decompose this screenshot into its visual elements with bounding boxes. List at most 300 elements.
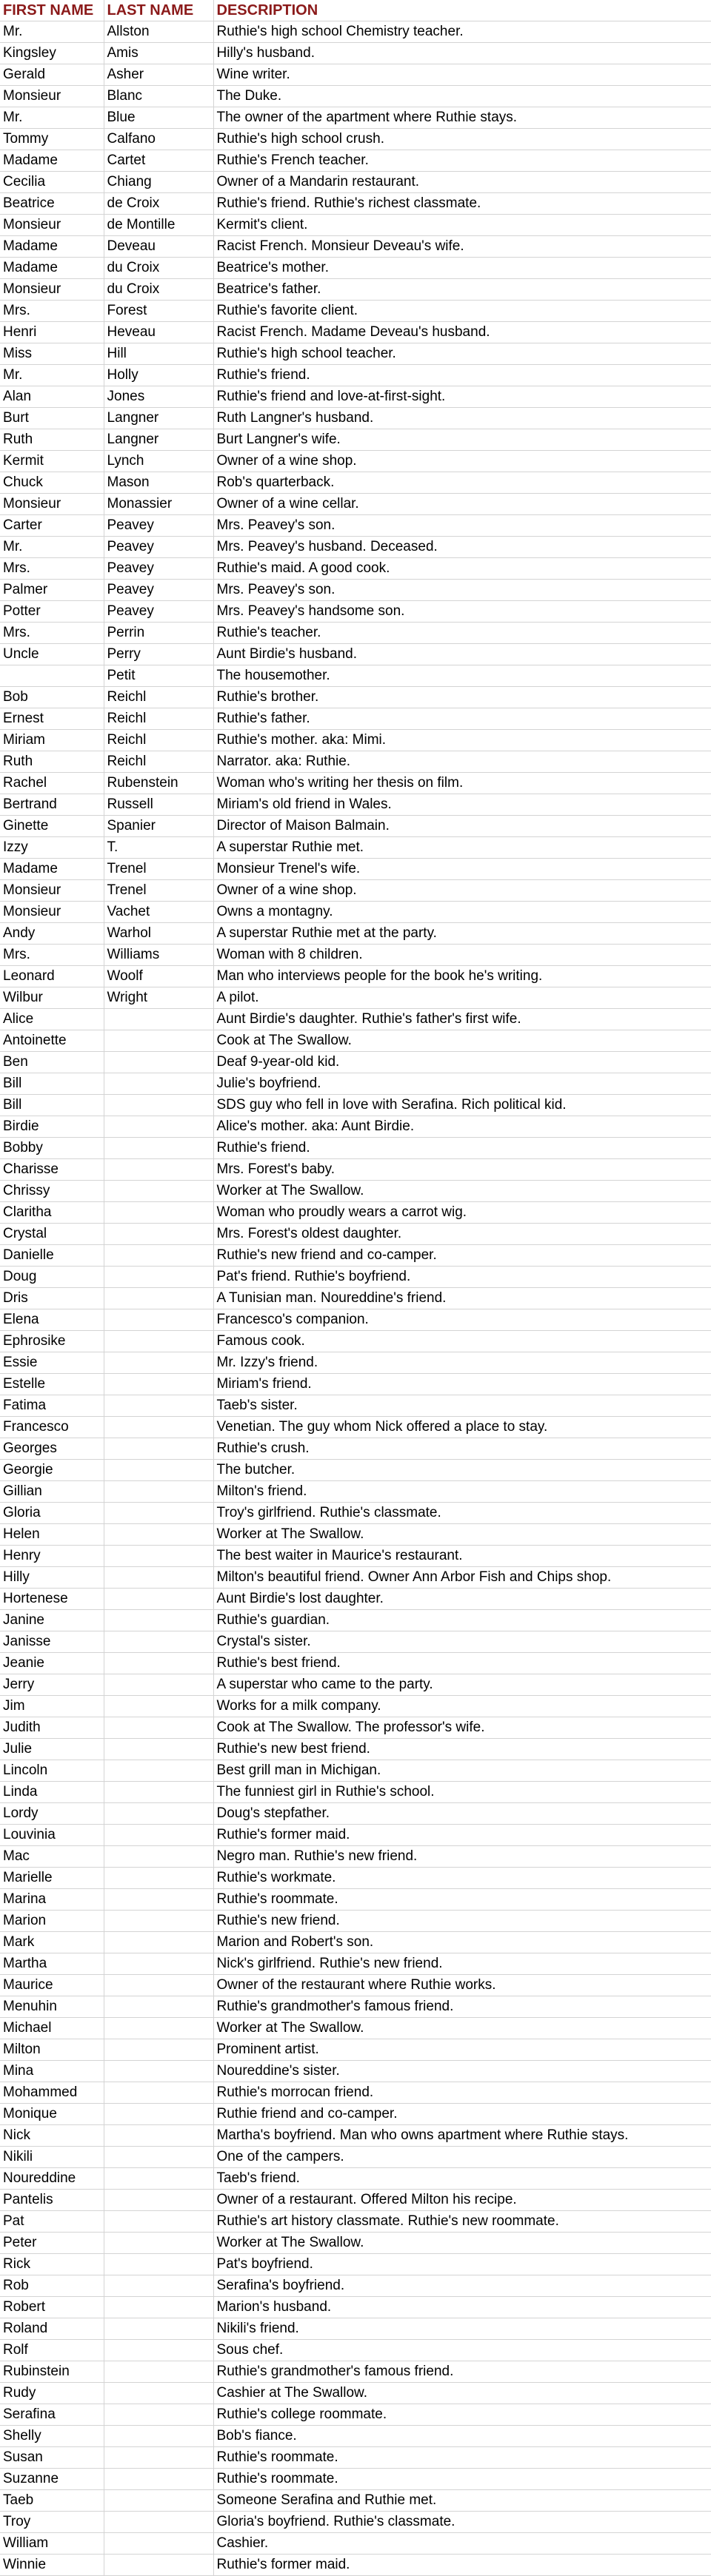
header-row — [0, 0, 711, 21]
description-cell: Worker at The Swallow. — [213, 1524, 711, 1546]
description-cell: Ruthie's college roommate. — [213, 2404, 711, 2426]
table-row — [0, 2275, 711, 2297]
last-name-cell — [104, 1438, 213, 1460]
description-cell: Famous cook. — [213, 1331, 711, 1352]
table-row — [0, 21, 711, 43]
last-name-cell — [104, 1288, 213, 1309]
description-cell: Woman with 8 children. — [213, 945, 711, 966]
last-name-cell: Petit — [104, 665, 213, 687]
description-cell: Someone Serafina and Ruthie met. — [213, 2490, 711, 2512]
description-cell: Ruthie's art history classmate. Ruthie's new roommate. — [213, 2211, 711, 2233]
first-name-cell: Ernest — [0, 708, 104, 730]
last-name-cell — [104, 1202, 213, 1224]
table-row — [0, 1095, 711, 1116]
description-cell: Ruthie's mother. aka: Mimi. — [213, 730, 711, 751]
first-name-cell: Mr. — [0, 537, 104, 558]
last-name-cell: Reichl — [104, 751, 213, 773]
last-name-cell: Perry — [104, 644, 213, 665]
first-name-cell: Miriam — [0, 730, 104, 751]
first-name-cell: Rick — [0, 2254, 104, 2275]
last-name-cell — [104, 1932, 213, 1953]
table-row — [0, 1803, 711, 1825]
last-name-cell: de Croix — [104, 193, 213, 215]
description-cell: The housemother. — [213, 665, 711, 687]
table-row — [0, 1138, 711, 1159]
description-cell: Ruthie's maid. A good cook. — [213, 558, 711, 580]
first-name-cell: Rob — [0, 2275, 104, 2297]
description-cell: A pilot. — [213, 987, 711, 1009]
last-name-cell — [104, 1889, 213, 1911]
description-cell: Owner of a wine cellar. — [213, 494, 711, 515]
last-name-cell — [104, 1674, 213, 1696]
table-row — [0, 880, 711, 902]
last-name-cell — [104, 2254, 213, 2275]
first-name-cell: Nikili — [0, 2147, 104, 2168]
table-row — [0, 665, 711, 687]
first-name-cell: Gloria — [0, 1503, 104, 1524]
description-cell: Sous chef. — [213, 2340, 711, 2361]
table-row — [0, 1760, 711, 1782]
first-name-cell: Monsieur — [0, 494, 104, 515]
table-row — [0, 1567, 711, 1589]
last-name-cell — [104, 1481, 213, 1503]
first-name-cell: Wilbur — [0, 987, 104, 1009]
table-row — [0, 1739, 711, 1760]
last-name-cell: Perrin — [104, 623, 213, 644]
last-name-cell: Calfano — [104, 129, 213, 150]
table-row — [0, 1546, 711, 1567]
description-cell: Ruthie's crush. — [213, 1438, 711, 1460]
description-cell: Racist French. Monsieur Deveau's wife. — [213, 236, 711, 258]
table-row — [0, 1395, 711, 1417]
header-description: DESCRIPTION — [213, 0, 711, 21]
last-name-cell — [104, 1782, 213, 1803]
first-name-cell: Peter — [0, 2233, 104, 2254]
last-name-cell — [104, 1309, 213, 1331]
table-row — [0, 129, 711, 150]
description-cell: Ruthie's high school teacher. — [213, 343, 711, 365]
first-name-cell: Estelle — [0, 1374, 104, 1395]
description-cell: A superstar who came to the party. — [213, 1674, 711, 1696]
description-cell: Man who interviews people for the book he's writing. — [213, 966, 711, 987]
last-name-cell — [104, 1610, 213, 1631]
table-row — [0, 301, 711, 322]
table-row — [0, 86, 711, 107]
table-row — [0, 2555, 711, 2576]
description-cell: Ruth Langner's husband. — [213, 408, 711, 429]
description-cell: Ruthie's new friend. — [213, 1911, 711, 1932]
first-name-cell: Mrs. — [0, 301, 104, 322]
last-name-cell — [104, 2211, 213, 2233]
description-cell: Marion's husband. — [213, 2297, 711, 2318]
description-cell: Francesco's companion. — [213, 1309, 711, 1331]
description-cell: Owner of a wine shop. — [213, 880, 711, 902]
first-name-cell: Jeanie — [0, 1653, 104, 1674]
description-cell: Ruthie friend and co-camper. — [213, 2104, 711, 2125]
table-row — [0, 2361, 711, 2383]
description-cell: Alice's mother. aka: Aunt Birdie. — [213, 1116, 711, 1138]
description-cell: Mrs. Peavey's son. — [213, 580, 711, 601]
description-cell: Ruthie's new friend and co-camper. — [213, 1245, 711, 1267]
first-name-cell: Lordy — [0, 1803, 104, 1825]
table-row — [0, 1825, 711, 1846]
last-name-cell: Trenel — [104, 859, 213, 880]
first-name-cell: Bill — [0, 1073, 104, 1095]
first-name-cell: Milton — [0, 2039, 104, 2061]
table-row — [0, 1374, 711, 1395]
table-row — [0, 1911, 711, 1932]
table-body — [0, 21, 711, 2576]
first-name-cell: Suzanne — [0, 2469, 104, 2490]
last-name-cell: Cartet — [104, 150, 213, 172]
table-row — [0, 515, 711, 537]
description-cell: Ruthie's high school crush. — [213, 129, 711, 150]
last-name-cell — [104, 2147, 213, 2168]
first-name-cell: Crystal — [0, 1224, 104, 1245]
first-name-cell: Francesco — [0, 1417, 104, 1438]
table-row — [0, 1288, 711, 1309]
last-name-cell: Warhol — [104, 923, 213, 945]
last-name-cell — [104, 1331, 213, 1352]
table-row — [0, 1996, 711, 2018]
first-name-cell: Judith — [0, 1717, 104, 1739]
description-cell: Nikili's friend. — [213, 2318, 711, 2340]
table-row — [0, 107, 711, 129]
description-cell: Ruthie's friend. Ruthie's richest classmate. — [213, 193, 711, 215]
description-cell: Marion and Robert's son. — [213, 1932, 711, 1953]
first-name-cell: Kermit — [0, 451, 104, 472]
table-row — [0, 2039, 711, 2061]
first-name-cell: Mohammed — [0, 2082, 104, 2104]
description-cell: Aunt Birdie's husband. — [213, 644, 711, 665]
last-name-cell — [104, 1653, 213, 1674]
first-name-cell: Fatima — [0, 1395, 104, 1417]
table-row — [0, 1696, 711, 1717]
last-name-cell — [104, 1911, 213, 1932]
first-name-cell: Henri — [0, 322, 104, 343]
first-name-cell: Monsieur — [0, 86, 104, 107]
table-row — [0, 2469, 711, 2490]
table-row — [0, 1953, 711, 1975]
table-row — [0, 859, 711, 880]
table-row — [0, 1030, 711, 1052]
last-name-cell — [104, 1739, 213, 1760]
description-cell: Julie's boyfriend. — [213, 1073, 711, 1095]
table-row — [0, 2297, 711, 2318]
first-name-cell: Mark — [0, 1932, 104, 1953]
table-row — [0, 43, 711, 64]
last-name-cell — [104, 1503, 213, 1524]
last-name-cell: Reichl — [104, 708, 213, 730]
first-name-cell: Serafina — [0, 2404, 104, 2426]
last-name-cell — [104, 2061, 213, 2082]
table-row — [0, 1481, 711, 1503]
description-cell: Rob's quarterback. — [213, 472, 711, 494]
table-row — [0, 386, 711, 408]
description-cell: Crystal's sister. — [213, 1631, 711, 1653]
description-cell: Worker at The Swallow. — [213, 2018, 711, 2039]
table-row — [0, 537, 711, 558]
last-name-cell — [104, 1996, 213, 2018]
last-name-cell: T. — [104, 837, 213, 859]
table-row — [0, 1202, 711, 1224]
table-row — [0, 1782, 711, 1803]
first-name-cell: Maurice — [0, 1975, 104, 1996]
description-cell: The owner of the apartment where Ruthie stays. — [213, 107, 711, 129]
first-name-cell: Kingsley — [0, 43, 104, 64]
first-name-cell: Rubinstein — [0, 2361, 104, 2383]
first-name-cell: Monsieur — [0, 880, 104, 902]
last-name-cell — [104, 1116, 213, 1138]
description-cell: Ruthie's brother. — [213, 687, 711, 708]
first-name-cell: Essie — [0, 1352, 104, 1374]
first-name-cell: Monsieur — [0, 902, 104, 923]
header-first-name: FIRST NAME — [0, 0, 104, 21]
table-row — [0, 150, 711, 172]
table-row — [0, 1846, 711, 1868]
last-name-cell: du Croix — [104, 279, 213, 301]
description-cell: Deaf 9-year-old kid. — [213, 1052, 711, 1073]
first-name-cell: Cecilia — [0, 172, 104, 193]
description-cell: Owner of a Mandarin restaurant. — [213, 172, 711, 193]
description-cell: The Duke. — [213, 86, 711, 107]
table-row — [0, 2147, 711, 2168]
description-cell: Owns a montagny. — [213, 902, 711, 923]
table-row — [0, 644, 711, 665]
last-name-cell — [104, 1159, 213, 1181]
last-name-cell: Allston — [104, 21, 213, 43]
last-name-cell: Langner — [104, 408, 213, 429]
first-name-cell: Rachel — [0, 773, 104, 794]
table-row — [0, 2447, 711, 2469]
first-name-cell: Lincoln — [0, 1760, 104, 1782]
table-row — [0, 708, 711, 730]
table-row — [0, 451, 711, 472]
description-cell: Ruthie's new best friend. — [213, 1739, 711, 1760]
table-row — [0, 2426, 711, 2447]
first-name-cell: Mr. — [0, 107, 104, 129]
first-name-cell: Jim — [0, 1696, 104, 1717]
last-name-cell — [104, 2469, 213, 2490]
first-name-cell: William — [0, 2533, 104, 2555]
table-row — [0, 1267, 711, 1288]
table-row — [0, 623, 711, 644]
first-name-cell: Izzy — [0, 837, 104, 859]
table-row — [0, 429, 711, 451]
last-name-cell — [104, 1868, 213, 1889]
description-cell: Ruthie's roommate. — [213, 2447, 711, 2469]
first-name-cell: Susan — [0, 2447, 104, 2469]
first-name-cell: Mac — [0, 1846, 104, 1868]
last-name-cell — [104, 1052, 213, 1073]
table-row — [0, 2404, 711, 2426]
description-cell: Miriam's friend. — [213, 1374, 711, 1395]
description-cell: Mr. Izzy's friend. — [213, 1352, 711, 1374]
description-cell: Milton's friend. — [213, 1481, 711, 1503]
last-name-cell — [104, 1803, 213, 1825]
first-name-cell: Janisse — [0, 1631, 104, 1653]
table-row — [0, 730, 711, 751]
table-row — [0, 365, 711, 386]
table-row — [0, 1438, 711, 1460]
last-name-cell — [104, 1138, 213, 1159]
table-row — [0, 494, 711, 515]
last-name-cell: Trenel — [104, 880, 213, 902]
table-row — [0, 794, 711, 816]
first-name-cell: Doug — [0, 1267, 104, 1288]
last-name-cell — [104, 1546, 213, 1567]
last-name-cell — [104, 1567, 213, 1589]
last-name-cell — [104, 2168, 213, 2190]
last-name-cell — [104, 1073, 213, 1095]
first-name-cell: Hilly — [0, 1567, 104, 1589]
last-name-cell: Rubenstein — [104, 773, 213, 794]
table-row — [0, 322, 711, 343]
last-name-cell: Forest — [104, 301, 213, 322]
last-name-cell — [104, 2340, 213, 2361]
description-cell: Nick's girlfriend. Ruthie's new friend. — [213, 1953, 711, 1975]
table-row — [0, 1653, 711, 1674]
description-cell: Ruthie's teacher. — [213, 623, 711, 644]
description-cell: Owner of a restaurant. Offered Milton his recipe. — [213, 2190, 711, 2211]
description-cell: Wine writer. — [213, 64, 711, 86]
first-name-cell: Charisse — [0, 1159, 104, 1181]
last-name-cell — [104, 2361, 213, 2383]
first-name-cell: Nick — [0, 2125, 104, 2147]
last-name-cell — [104, 1245, 213, 1267]
last-name-cell — [104, 2490, 213, 2512]
last-name-cell — [104, 2039, 213, 2061]
last-name-cell — [104, 2404, 213, 2426]
first-name-cell — [0, 665, 104, 687]
first-name-cell: Mina — [0, 2061, 104, 2082]
description-cell: Ruthie's roommate. — [213, 2469, 711, 2490]
table-row — [0, 2318, 711, 2340]
table-row — [0, 558, 711, 580]
first-name-cell: Ginette — [0, 816, 104, 837]
description-cell: Venetian. The guy whom Nick offered a place to stay. — [213, 1417, 711, 1438]
description-cell: Miriam's old friend in Wales. — [213, 794, 711, 816]
description-cell: Taeb's sister. — [213, 1395, 711, 1417]
table-row — [0, 1181, 711, 1202]
last-name-cell: Peavey — [104, 515, 213, 537]
table-row — [0, 472, 711, 494]
table-row — [0, 2533, 711, 2555]
last-name-cell — [104, 1846, 213, 1868]
last-name-cell — [104, 2275, 213, 2297]
description-cell: Mrs. Peavey's handsome son. — [213, 601, 711, 623]
first-name-cell: Palmer — [0, 580, 104, 601]
last-name-cell: Peavey — [104, 601, 213, 623]
first-name-cell: Marina — [0, 1889, 104, 1911]
description-cell: Troy's girlfriend. Ruthie's classmate. — [213, 1503, 711, 1524]
last-name-cell — [104, 2082, 213, 2104]
first-name-cell: Monique — [0, 2104, 104, 2125]
table-row — [0, 1245, 711, 1267]
last-name-cell: Spanier — [104, 816, 213, 837]
description-cell: Kermit's client. — [213, 215, 711, 236]
table-row — [0, 1460, 711, 1481]
last-name-cell: Williams — [104, 945, 213, 966]
table-row — [0, 2211, 711, 2233]
table-row — [0, 1631, 711, 1653]
last-name-cell — [104, 1374, 213, 1395]
table-row — [0, 2490, 711, 2512]
description-cell: Ruthie's guardian. — [213, 1610, 711, 1631]
table-row — [0, 2512, 711, 2533]
last-name-cell — [104, 2233, 213, 2254]
first-name-cell: Tommy — [0, 129, 104, 150]
last-name-cell: Deveau — [104, 236, 213, 258]
description-cell: Ruthie's grandmother's famous friend. — [213, 2361, 711, 2383]
table-row — [0, 773, 711, 794]
first-name-cell: Madame — [0, 236, 104, 258]
last-name-cell — [104, 2533, 213, 2555]
first-name-cell: Hortenese — [0, 1589, 104, 1610]
description-cell: One of the campers. — [213, 2147, 711, 2168]
first-name-cell: Dris — [0, 1288, 104, 1309]
first-name-cell: Madame — [0, 859, 104, 880]
table-row — [0, 1610, 711, 1631]
last-name-cell: Mason — [104, 472, 213, 494]
first-name-cell: Pantelis — [0, 2190, 104, 2211]
first-name-cell: Rolf — [0, 2340, 104, 2361]
first-name-cell: Martha — [0, 1953, 104, 1975]
table-row — [0, 987, 711, 1009]
table-row — [0, 258, 711, 279]
first-name-cell: Marielle — [0, 1868, 104, 1889]
description-cell: A Tunisian man. Noureddine's friend. — [213, 1288, 711, 1309]
table-row — [0, 2233, 711, 2254]
first-name-cell: Bob — [0, 687, 104, 708]
table-row — [0, 1868, 711, 1889]
table-row — [0, 2061, 711, 2082]
table-row — [0, 1224, 711, 1245]
last-name-cell — [104, 1417, 213, 1438]
first-name-cell: Roland — [0, 2318, 104, 2340]
table-row — [0, 966, 711, 987]
table-row — [0, 2104, 711, 2125]
first-name-cell: Georgie — [0, 1460, 104, 1481]
table-row — [0, 236, 711, 258]
last-name-cell — [104, 1696, 213, 1717]
first-name-cell: Mrs. — [0, 945, 104, 966]
last-name-cell — [104, 2555, 213, 2576]
first-name-cell: Alice — [0, 1009, 104, 1030]
last-name-cell — [104, 1589, 213, 1610]
first-name-cell: Madame — [0, 258, 104, 279]
first-name-cell: Helen — [0, 1524, 104, 1546]
first-name-cell: Rudy — [0, 2383, 104, 2404]
table-row — [0, 1524, 711, 1546]
last-name-cell: Hill — [104, 343, 213, 365]
last-name-cell — [104, 2426, 213, 2447]
first-name-cell: Monsieur — [0, 279, 104, 301]
last-name-cell: Peavey — [104, 537, 213, 558]
first-name-cell: Ruth — [0, 751, 104, 773]
first-name-cell: Henry — [0, 1546, 104, 1567]
last-name-cell — [104, 1395, 213, 1417]
first-name-cell: Chuck — [0, 472, 104, 494]
first-name-cell: Burt — [0, 408, 104, 429]
first-name-cell: Gillian — [0, 1481, 104, 1503]
first-name-cell: Janine — [0, 1610, 104, 1631]
table-row — [0, 1052, 711, 1073]
table-row — [0, 945, 711, 966]
last-name-cell: Wright — [104, 987, 213, 1009]
table-row — [0, 601, 711, 623]
description-cell: Mrs. Forest's baby. — [213, 1159, 711, 1181]
